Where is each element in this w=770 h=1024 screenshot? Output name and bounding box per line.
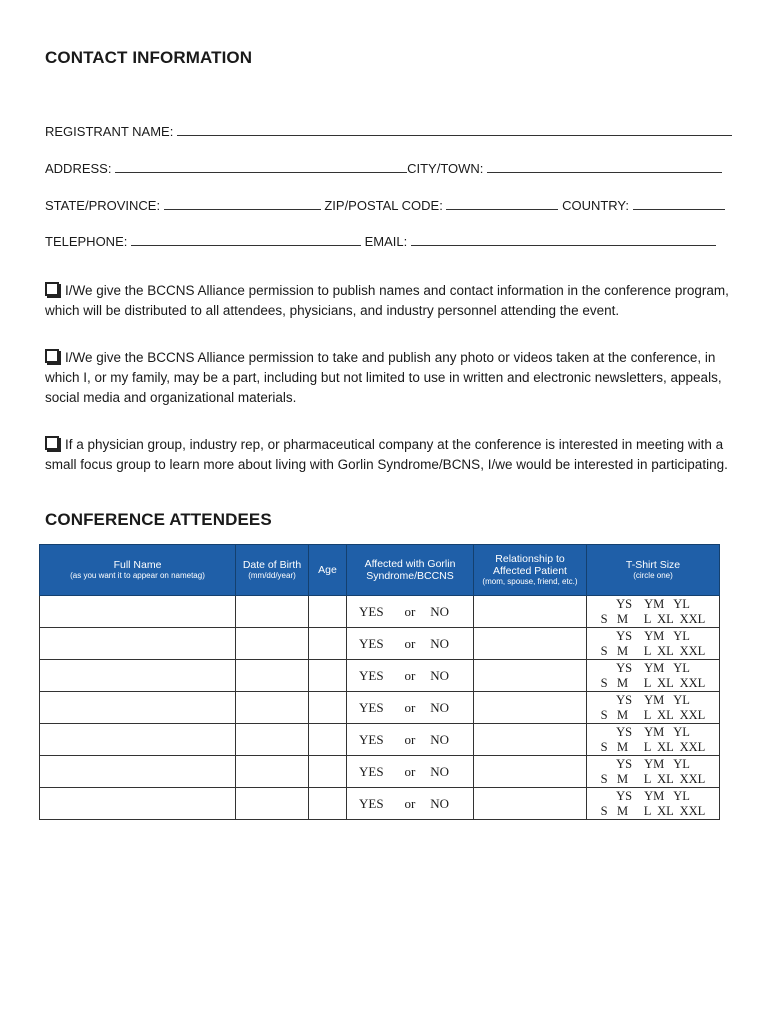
youth-sizes[interactable]: YS YM YL [616, 756, 690, 771]
country-label: COUNTRY: [562, 198, 629, 213]
or-text: or [404, 667, 416, 683]
permission-photos-text: I/We give the BCCNS Alliance permission to take and publish any photo or videos taken at the conference, in which I, or my family, may be a part, including but not limited to use in written and electronic newsletters, appeals, social media and organizational materials. [45, 350, 722, 405]
tshirt-cell [587, 724, 720, 756]
yes-option[interactable]: YES [359, 795, 384, 811]
state-label: STATE/PROVINCE: [45, 198, 161, 213]
affected-cell [347, 788, 474, 820]
relationship-cell[interactable] [474, 628, 587, 660]
relationship-cell[interactable] [474, 660, 587, 692]
no-option[interactable]: NO [430, 795, 449, 811]
permission-publish-contact [45, 281, 735, 321]
col-relationship-note: (mom, spouse, friend, etc.) [482, 577, 578, 586]
tshirt-cell [587, 756, 720, 788]
dob-cell[interactable] [236, 596, 309, 628]
adult-sizes[interactable]: S M L XL XXL [600, 675, 706, 690]
youth-sizes[interactable]: YS YM YL [616, 724, 690, 739]
relationship-cell[interactable] [474, 724, 587, 756]
tshirt-cell [587, 692, 720, 724]
adult-sizes[interactable]: S M L XL XXL [600, 707, 706, 722]
col-affected-label: Affected with Gorlin Syndrome/BCCNS [364, 558, 456, 582]
no-option[interactable]: NO [430, 763, 449, 779]
relationship-cell[interactable] [474, 692, 587, 724]
zip-label: ZIP/POSTAL CODE: [324, 198, 443, 213]
affected-cell [347, 596, 474, 628]
yes-option[interactable]: YES [359, 635, 384, 651]
col-full-name [40, 545, 236, 596]
adult-sizes[interactable]: S M L XL XXL [600, 803, 706, 818]
col-dob-note: (mm/dd/year) [248, 571, 296, 580]
col-full-name-note: (as you want it to appear on nametag) [70, 571, 205, 580]
conference-attendees-heading: CONFERENCE ATTENDEES [45, 510, 272, 529]
or-text: or [404, 795, 416, 811]
dob-cell[interactable] [236, 660, 309, 692]
youth-sizes[interactable]: YS YM YL [616, 692, 690, 707]
col-dob [236, 545, 309, 596]
attendees-table-header [40, 545, 720, 596]
registrant-name-field[interactable] [177, 124, 732, 136]
dob-cell[interactable] [236, 628, 309, 660]
permission-focus-group [45, 435, 735, 475]
full-name-cell[interactable] [40, 756, 236, 788]
age-cell[interactable] [309, 756, 347, 788]
country-field[interactable] [633, 198, 725, 210]
email-label: EMAIL: [364, 234, 408, 249]
affected-cell [347, 756, 474, 788]
dob-cell[interactable] [236, 724, 309, 756]
col-full-name-label: Full Name [113, 559, 162, 571]
col-age [309, 545, 347, 596]
youth-sizes[interactable]: YS YM YL [616, 628, 690, 643]
no-option[interactable]: NO [430, 699, 449, 715]
yes-option[interactable]: YES [359, 699, 384, 715]
affected-cell [347, 692, 474, 724]
col-affected [347, 545, 474, 596]
yes-option[interactable]: YES [359, 667, 384, 683]
or-text: or [404, 699, 416, 715]
col-relationship [474, 545, 587, 596]
youth-sizes[interactable]: YS YM YL [616, 596, 690, 611]
affected-cell [347, 724, 474, 756]
yes-option[interactable]: YES [359, 763, 384, 779]
age-cell[interactable] [309, 788, 347, 820]
relationship-cell[interactable] [474, 596, 587, 628]
table-row [40, 692, 720, 724]
youth-sizes[interactable]: YS YM YL [616, 788, 690, 803]
yes-option[interactable]: YES [359, 731, 384, 747]
address-field[interactable] [115, 161, 407, 173]
dob-cell[interactable] [236, 692, 309, 724]
permission-focus-group-text: If a physician group, industry rep, or pharmaceutical company at the conference is interested in meeting with a small focus group to learn more about living with Gorlin Syndrome/BCNS, I/we would be interested in participating. [45, 437, 728, 472]
full-name-cell[interactable] [40, 628, 236, 660]
or-text: or [404, 763, 416, 779]
full-name-cell[interactable] [40, 660, 236, 692]
col-relationship-label: Relationship to Affected Patient [493, 553, 567, 577]
address-label: ADDRESS: [45, 161, 112, 176]
full-name-cell[interactable] [40, 724, 236, 756]
telephone-label: TELEPHONE: [45, 234, 128, 249]
age-cell[interactable] [309, 660, 347, 692]
permission-photos [45, 348, 735, 408]
dob-cell[interactable] [236, 756, 309, 788]
affected-cell [347, 660, 474, 692]
adult-sizes[interactable]: S M L XL XXL [600, 771, 706, 786]
col-dob-label: Date of Birth [242, 559, 302, 571]
age-cell[interactable] [309, 628, 347, 660]
or-text: or [404, 731, 416, 747]
state-zip-country-row [45, 198, 725, 213]
col-age-label: Age [318, 564, 337, 576]
publish-contact-checkbox[interactable] [45, 282, 59, 296]
yes-option[interactable]: YES [359, 603, 384, 619]
focus-group-checkbox[interactable] [45, 436, 59, 450]
full-name-cell[interactable] [40, 788, 236, 820]
no-option[interactable]: NO [430, 603, 449, 619]
col-tshirt-label: T-Shirt Size [625, 559, 681, 571]
col-tshirt [587, 545, 720, 596]
adult-sizes[interactable]: S M L XL XXL [600, 611, 706, 626]
adult-sizes[interactable]: S M L XL XXL [600, 739, 706, 754]
or-text: or [404, 635, 416, 651]
age-cell[interactable] [309, 724, 347, 756]
city-field[interactable] [487, 161, 722, 173]
attendees-table-body [40, 596, 720, 820]
affected-cell [347, 628, 474, 660]
tshirt-cell [587, 660, 720, 692]
table-row [40, 724, 720, 756]
table-row [40, 628, 720, 660]
adult-sizes[interactable]: S M L XL XXL [600, 643, 706, 658]
registrant-name-row [45, 124, 732, 139]
col-tshirt-note: (circle one) [633, 571, 673, 580]
dob-cell[interactable] [236, 788, 309, 820]
tshirt-cell [587, 628, 720, 660]
city-label: CITY/TOWN: [407, 161, 484, 176]
registrant-name-label: REGISTRANT NAME: [45, 124, 174, 139]
photos-checkbox[interactable] [45, 349, 59, 363]
table-row [40, 788, 720, 820]
tshirt-cell [587, 788, 720, 820]
zip-field[interactable] [446, 198, 558, 210]
email-field[interactable] [411, 234, 716, 246]
relationship-cell[interactable] [474, 756, 587, 788]
full-name-cell[interactable] [40, 596, 236, 628]
state-field[interactable] [164, 198, 321, 210]
attendees-table [39, 544, 720, 820]
telephone-email-row [45, 234, 716, 249]
full-name-cell[interactable] [40, 692, 236, 724]
address-row [45, 161, 722, 176]
no-option[interactable]: NO [430, 731, 449, 747]
permission-publish-contact-text: I/We give the BCCNS Alliance permission to publish names and contact information in the conference program, which will be distributed to all attendees, physicians, and industry personnel attending the event. [45, 283, 729, 318]
telephone-field[interactable] [131, 234, 361, 246]
no-option[interactable]: NO [430, 635, 449, 651]
age-cell[interactable] [309, 596, 347, 628]
table-row [40, 596, 720, 628]
contact-information-heading: CONTACT INFORMATION [45, 48, 253, 67]
tshirt-cell [587, 596, 720, 628]
no-option[interactable]: NO [430, 667, 449, 683]
or-text: or [404, 603, 416, 619]
age-cell[interactable] [309, 692, 347, 724]
youth-sizes[interactable]: YS YM YL [616, 660, 690, 675]
table-row [40, 660, 720, 692]
relationship-cell[interactable] [474, 788, 587, 820]
table-row [40, 756, 720, 788]
